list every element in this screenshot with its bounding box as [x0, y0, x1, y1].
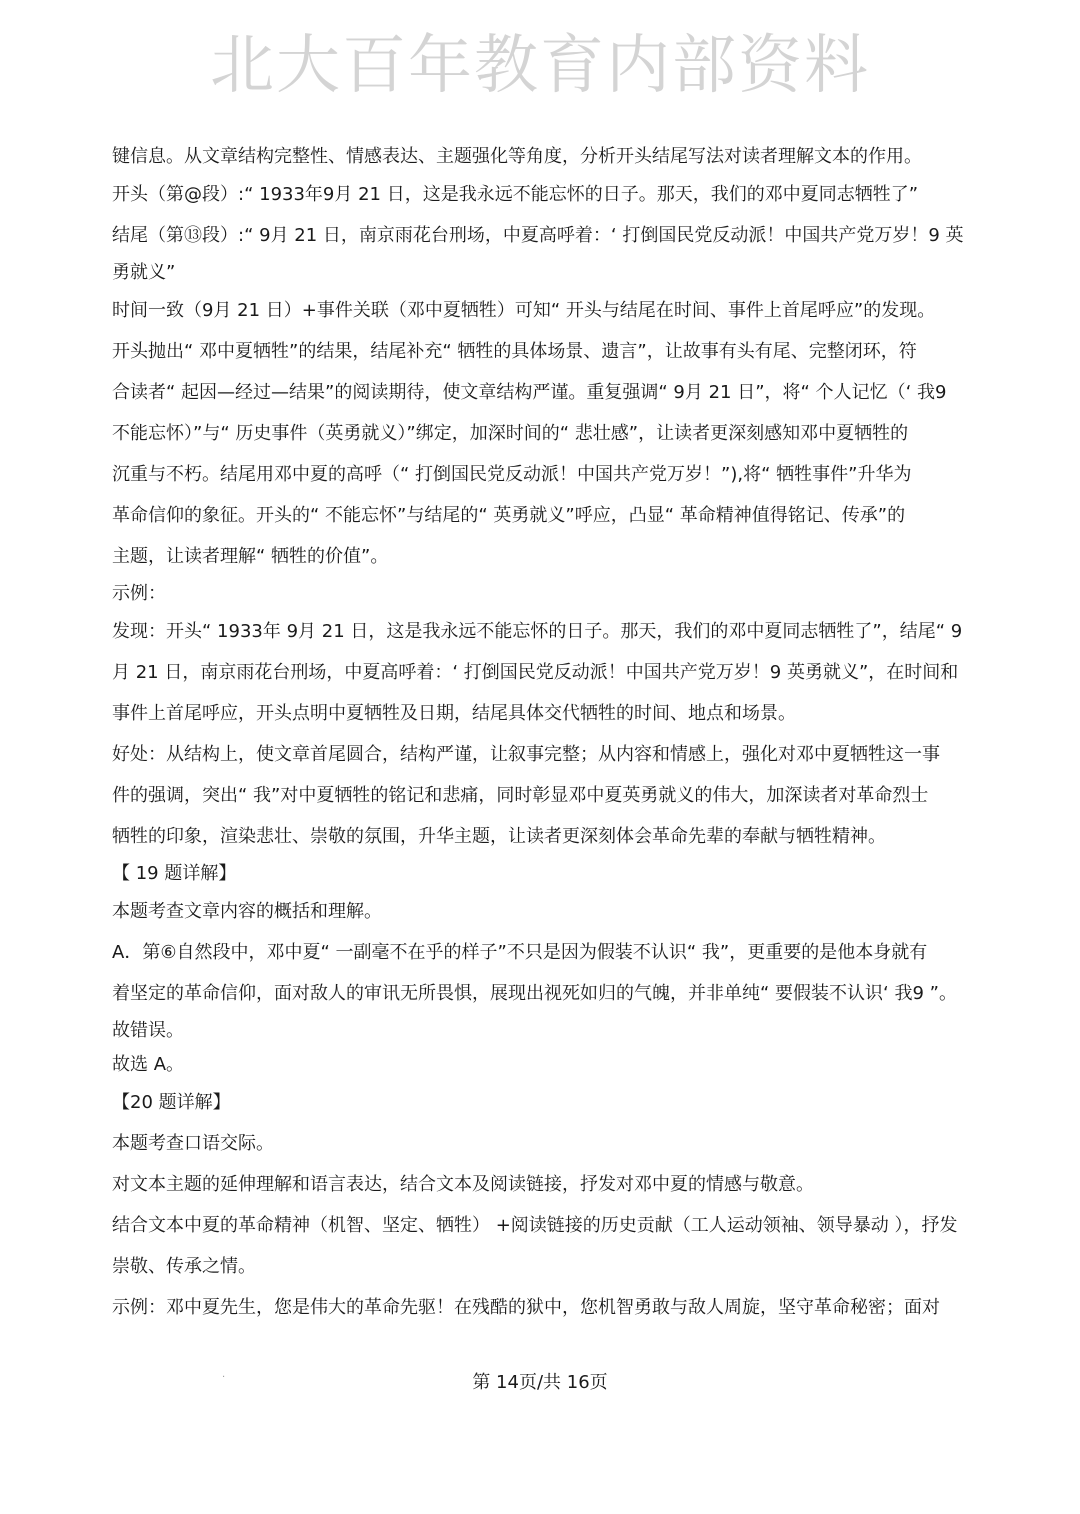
text-line: A．第⑥自然段中，邓中夏“ 一副毫不在乎的样子”不只是因为假装不认识“ 我”，更重要的是他本身就有: [112, 942, 928, 963]
text-line: 主题，让读者理解“ 牺牲的价值”。: [112, 546, 389, 567]
text-line: 崇敬、传承之情。: [112, 1256, 256, 1277]
section-heading: 【20 题详解】: [112, 1092, 231, 1113]
page-number-footer: 第 14页/共 16页: [472, 1372, 608, 1393]
text-line: 示例：邓中夏先生，您是伟大的革命先驱！在残酷的狱中，您机智勇敢与敌人周旋，坚守革命秘密；面对: [112, 1297, 940, 1318]
text-line: 合读者“ 起因—经过—结果”的阅读期待，使文章结构严谨。重复强调“ 9月 21 日”，将“ 个人记忆（‘ 我9: [112, 382, 947, 403]
text-line: 本题考查口语交际。: [112, 1133, 274, 1154]
text-line: 事件上首尾呼应，开头点明中夏牺牲及日期，结尾具体交代牺牲的时间、地点和场景。: [112, 703, 796, 724]
text-line: 示例：: [112, 583, 166, 604]
text-line: 开头抛出“ 邓中夏牺牲”的结果，结尾补充“ 牺牲的具体场景、遗言”，让故事有头有尾、完整闭环，符: [112, 341, 917, 362]
watermark-text: 北大百年教育内部资料: [210, 29, 870, 103]
text-line: 结合文本中夏的革命精神（机智、坚定、牺牲） +阅读链接的历史贡献（工人运动领袖、领导暴动 ），抒发: [112, 1215, 958, 1236]
text-line: 时间一致（9月 21 日）+事件关联（邓中夏牺牲）可知“ 开头与结尾在时间、事件上首尾呼应”的发现。: [112, 300, 936, 321]
text-line: 件的强调，突出“ 我”对中夏牺牲的铭记和悲痛，同时彰显邓中夏英勇就义的伟大，加深读者对革命烈士: [112, 785, 929, 806]
text-line: 好处：从结构上，使文章首尾圆合，结构严谨，让叙事完整；从内容和情感上，强化对邓中夏牺牲这一事: [112, 744, 940, 765]
text-line: 发现：开头“ 1933年 9月 21 日，这是我永远不能忘怀的日子。那天，我们的邓中夏同志牺牲了”，结尾“ 9: [112, 621, 963, 642]
section-heading: 【 19 题详解】: [112, 863, 237, 884]
text-line: 着坚定的革命信仰，面对敌人的审讯无所畏惧，展现出视死如归的气魄，并非单纯“ 要假装不认识‘ 我9 ”。: [112, 983, 957, 1004]
text-line: 勇就义”: [112, 262, 176, 283]
text-line: 故选 A。: [112, 1054, 185, 1075]
text-line: 开头（第@段）:“ 1933年9月 21 日，这是我永远不能忘怀的日子。那天，我们的邓中夏同志牺牲了”: [112, 184, 919, 205]
footer-mark: ·: [222, 1372, 226, 1383]
text-line: 不能忘怀）”与“ 历史事件（英勇就义）”绑定，加深时间的“ 悲壮感”，让读者更深刻感知邓中夏牺牲的: [112, 423, 909, 444]
page-body: [112, 140, 992, 1328]
text-line: 结尾（第⑬段）:“ 9月 21 日，南京雨花台刑场，中夏高呼着：‘ 打倒国民党反动派！中国共产党万岁！9 英: [112, 225, 964, 246]
text-line: 革命信仰的象征。开头的“ 不能忘怀”与结尾的“ 英勇就义”呼应，凸显“ 革命精神值得铭记、传承”的: [112, 505, 906, 526]
text-line: 沉重与不朽。结尾用邓中夏的高呼（“ 打倒国民党反动派！中国共产党万岁！”),将“ 牺牲事件”升华为: [112, 464, 912, 485]
text-line: 键信息。从文章结构完整性、情感表达、主题强化等角度，分析开头结尾写法对读者理解文本的作用。: [112, 146, 922, 167]
text-line: 本题考查文章内容的概括和理解。: [112, 901, 382, 922]
text-line: 对文本主题的延伸理解和语言表达，结合文本及阅读链接，抒发对邓中夏的情感与敬意。: [112, 1174, 814, 1195]
text-line: 故错误。: [112, 1020, 184, 1041]
text-line: 牺牲的印象，渲染悲壮、崇敬的氛围，升华主题，让读者更深刻体会革命先辈的奉献与牺牲精神。: [112, 826, 886, 847]
text-line: 月 21 日，南京雨花台刑场，中夏高呼着：‘ 打倒国民党反动派！中国共产党万岁！9 英勇就义”，在时间和: [112, 662, 959, 683]
